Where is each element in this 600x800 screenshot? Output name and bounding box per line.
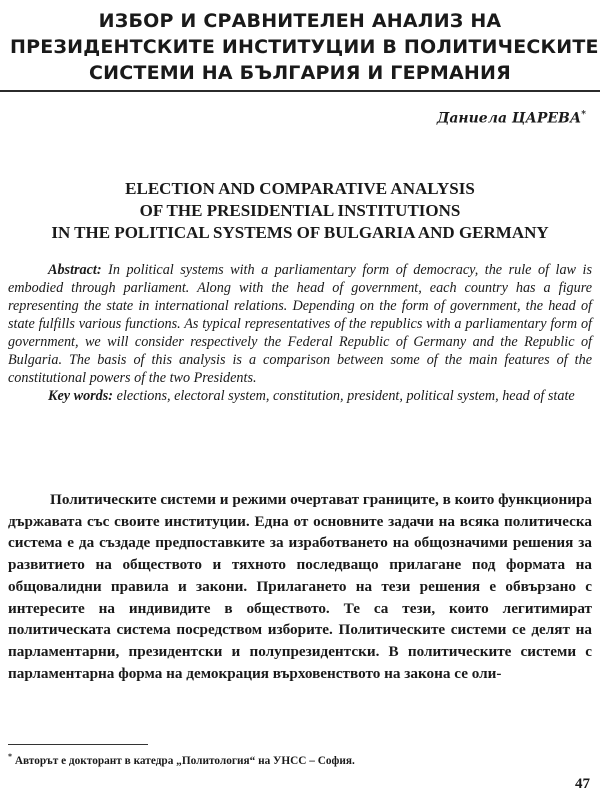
english-title-line: IN THE POLITICAL SYSTEMS OF BULGARIA AND GERMANY [51, 223, 549, 242]
footnote-text: Авторът е докторант в катедра „Политология“ на УНСС – София. [14, 754, 355, 767]
english-title-line: ELECTION AND COMPARATIVE ANALYSIS [125, 179, 475, 198]
body-paragraph: Политическите системи и режими очертават границите, в които функционира държавата със своите институции. Една от основните задачи на всяка политическа система е да създаде предпоставките за изработването на общозначими решения за развитието на обществото и тяхното последващо прилагане под формата на общовалидни правила и закони. Прилагането на тези решения е обвързано с интересите на индивидите в обществото. Те са тези, които легитимират политическата система посредством изборите. Политическите системи се делят на парламентарни, президентски и полупрезидентски. В политическите системи с парламентарна форма на демокрация върховенството на закона се оли- [8, 491, 592, 682]
keywords-label: Key words: [48, 388, 114, 404]
author-name [437, 110, 586, 127]
footnote [8, 752, 592, 767]
abstract-paragraph [8, 261, 592, 387]
bulgarian-title-line: СИСТЕМИ НА БЪЛГАРИЯ И ГЕРМАНИЯ [89, 62, 511, 84]
author-footnote-marker: * [581, 110, 586, 120]
author-name-text: Даниела ЦАРЕВА [436, 110, 582, 127]
body-text [8, 489, 592, 684]
page-number: 47 [575, 776, 590, 792]
english-title [0, 178, 600, 244]
footnote-marker: * [8, 752, 12, 761]
keywords-paragraph [8, 387, 592, 405]
footnote-divider [8, 744, 148, 745]
bulgarian-title-line: ИЗБОР И СРАВНИТЕЛЕН АНАЛИЗ НА [98, 10, 502, 32]
abstract-text: In political systems with a parliamentary form of democracy, the rule of law is embodied through parliament. Along with the head of government, each country has a figure representing the state in international relations. Depending on the form of government, the head of state fulfills various functions. As typical representatives of the republics with a parliamentary form of government, we will consider respectively the Federal Republic of Germany and the Republic of Bulgaria. The basis of this analysis is a comparison between some of the main features of the constitutional powers of the two Presidents. [8, 262, 592, 386]
abstract-label: Abstract: [48, 262, 102, 278]
keywords-text: elections, electoral system, constitution, president, political system, head of state [116, 388, 575, 404]
english-title-line: OF THE PRESIDENTIAL INSTITUTIONS [139, 201, 461, 220]
bulgarian-title-line: ПРЕЗИДЕНТСКИТЕ ИНСТИТУЦИИ В ПОЛИТИЧЕСКИТЕ [10, 36, 599, 58]
abstract-block [8, 261, 592, 405]
header-block [0, 0, 600, 92]
bulgarian-title [10, 8, 599, 86]
